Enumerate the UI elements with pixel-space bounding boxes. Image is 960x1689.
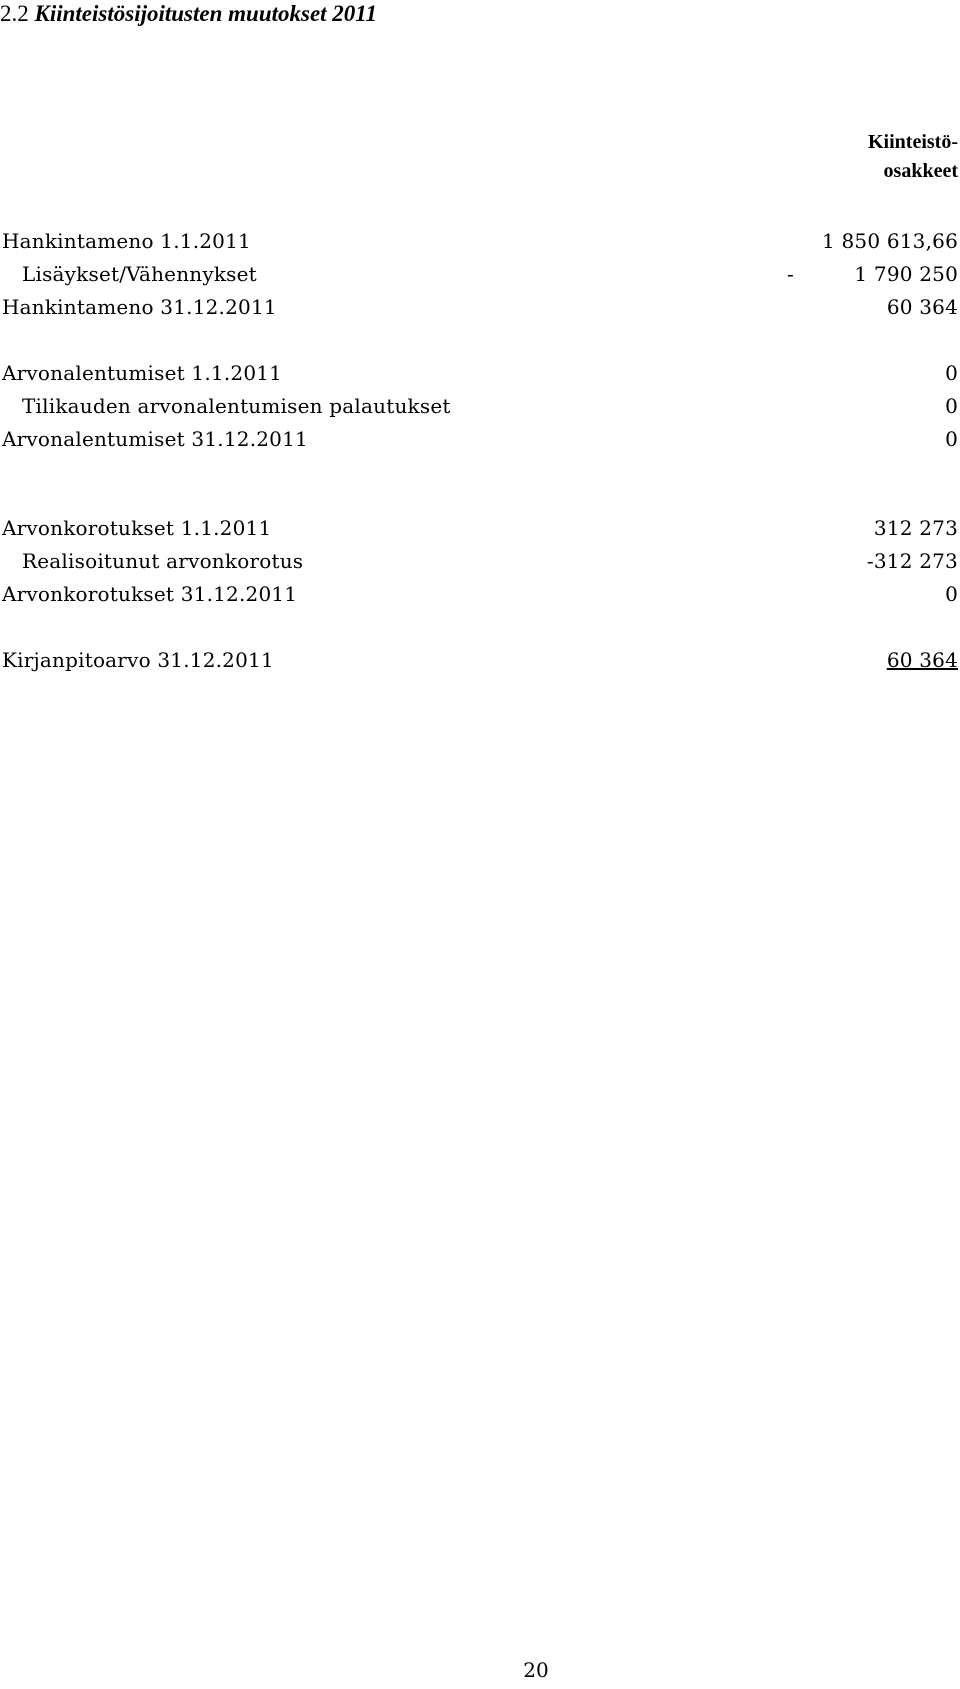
row-label: Lisäykset/Vähennykset xyxy=(22,262,257,286)
section-heading xyxy=(0,0,377,28)
row-label: Realisoitunut arvonkorotus xyxy=(22,549,304,573)
row-label: Kirjanpitoarvo 31.12.2011 xyxy=(2,648,274,672)
row-lisaykset-vahennykset xyxy=(0,259,958,289)
row-value: 0 xyxy=(945,427,958,451)
row-arvonkorotukset-end xyxy=(0,579,958,609)
row-value: 0 xyxy=(945,582,958,606)
row-value: 1 850 613,66 xyxy=(822,229,958,253)
row-label: Arvonalentumiset 1.1.2011 xyxy=(2,361,283,385)
row-value: 312 273 xyxy=(873,516,958,540)
column-header-line-2: osakkeet xyxy=(883,160,958,182)
row-realisoitunut-arvonkorotus xyxy=(0,546,958,576)
row-value: 0 xyxy=(945,394,958,418)
row-arvonkorotukset-start xyxy=(0,513,958,543)
row-label: Arvonkorotukset 1.1.2011 xyxy=(2,516,272,540)
row-hankintameno-start xyxy=(0,226,958,256)
row-label: Arvonkorotukset 31.12.2011 xyxy=(2,582,298,606)
row-label: Hankintameno 1.1.2011 xyxy=(2,229,251,253)
row-sign: - xyxy=(787,262,794,286)
section-number: 2.2 xyxy=(0,1,29,26)
row-label: Tilikauden arvonalentumisen palautukset xyxy=(22,394,451,418)
row-value: 60 364 xyxy=(886,648,958,672)
section-title: Kiinteistösijoitusten muutokset 2011 xyxy=(34,1,378,26)
row-label: Hankintameno 31.12.2011 xyxy=(2,295,277,319)
row-label: Arvonalentumiset 31.12.2011 xyxy=(2,427,308,451)
column-header-line-1: Kiinteistö- xyxy=(868,131,958,153)
row-value: 1 790 250 xyxy=(854,262,958,286)
page-number: 20 xyxy=(523,1658,549,1682)
row-arvonalentumiset-end xyxy=(0,424,958,454)
row-value: -312 273 xyxy=(866,549,958,573)
row-value: 60 364 xyxy=(886,295,958,319)
row-value: 0 xyxy=(945,361,958,385)
column-header xyxy=(758,128,958,186)
row-arvonalentumisen-palautukset xyxy=(0,391,958,421)
row-arvonalentumiset-start xyxy=(0,358,958,388)
row-kirjanpitoarvo xyxy=(0,645,958,675)
row-hankintameno-end xyxy=(0,292,958,322)
